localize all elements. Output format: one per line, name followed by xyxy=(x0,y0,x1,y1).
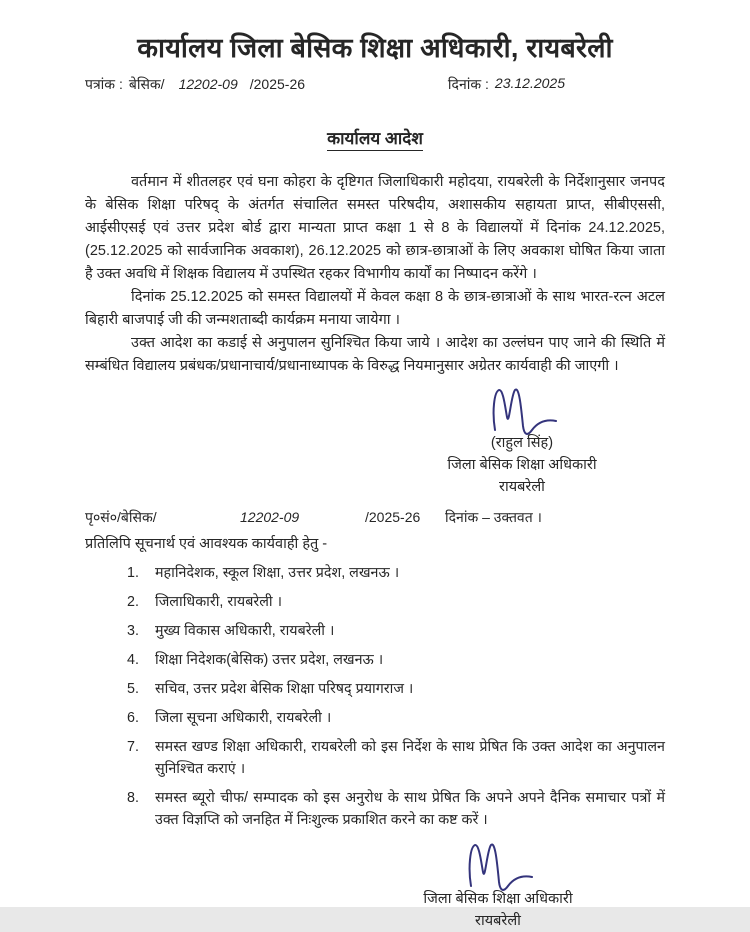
endorsement-date: दिनांक – उक्तवत । xyxy=(445,509,542,525)
endorsement-ref-label: पृ०सं०/बेसिक/ xyxy=(85,509,157,525)
letter-number-value: 12202-09 xyxy=(178,76,238,92)
copy-list-item-text: समस्त ब्यूरो चीफ/ सम्पादक को इस अनुरोध के साथ प्रेषित कि अपने अपने दैनिक समाचार पत्रों में उक्त विज्ञप्ति को जनहित में निःशुल्क प्रकाशित करने का कष्ट करें । xyxy=(155,790,665,828)
signature-scribble-icon xyxy=(459,838,537,894)
signer-place: रायबरेली xyxy=(475,913,521,929)
signature-scribble-icon xyxy=(483,384,561,438)
copy-list-item-text: मुख्य विकास अधिकारी, रायबरेली । xyxy=(155,623,335,639)
date-value: 23.12.2025 xyxy=(494,75,565,91)
copy-list-item-text: महानिदेशक, स्कूल शिक्षा, उत्तर प्रदेश, लखनऊ । xyxy=(155,565,400,581)
copy-list-item xyxy=(85,736,665,780)
page-title: कार्यालय जिला बेसिक शिक्षा अधिकारी, रायबरेली xyxy=(137,33,613,63)
copy-list-item xyxy=(85,562,665,584)
copy-list-item xyxy=(85,787,665,831)
copy-list-item xyxy=(85,707,665,729)
endorsement-ref-row xyxy=(85,508,665,527)
copy-list-item-text: समस्त खण्ड शिक्षा अधिकारी, रायबरेली को इस निर्देश के साथ प्रेषित कि उक्त आदेश का अनुपालन सुनिश्चित कराएं । xyxy=(155,739,665,777)
order-heading-wrap xyxy=(85,126,665,151)
endorsement-ref-value: 12202-09 xyxy=(240,509,300,525)
date-label: दिनांक : xyxy=(447,76,489,92)
signer-place: रायबरेली xyxy=(499,479,545,495)
copy-list-item-text: जिला सूचना अधिकारी, रायबरेली । xyxy=(155,710,332,726)
copy-list-item-number: 6. xyxy=(127,710,139,726)
signature-block-bottom xyxy=(383,838,613,932)
copy-list-item xyxy=(85,678,665,700)
copy-list-item xyxy=(85,620,665,642)
signer-designation: जिला बेसिक शिक्षा अधिकारी xyxy=(423,891,573,907)
order-paragraph: उक्त आदेश का कडाई से अनुपालन सुनिश्चित किया जाये । आदेश का उल्लंघन पाए जाने की स्थिति में सम्बंधित विद्यालय प्रबंधक/प्रधानाचार्य/प्रधानाध्यापक के विरुद्ध नियमानुसार अग्रेतर कार्यवाही की जाएगी । xyxy=(85,335,665,374)
endorsement-ref-suffix: /2025-26 xyxy=(365,509,421,525)
signature-ink-path xyxy=(494,389,556,433)
copy-list-item-number: 5. xyxy=(127,681,139,697)
copy-list-item-number: 1. xyxy=(127,565,139,581)
copy-list-item xyxy=(85,591,665,613)
order-heading: कार्यालय आदेश xyxy=(327,126,423,151)
signer-designation: जिला बेसिक शिक्षा अधिकारी xyxy=(447,457,597,473)
letter-number-label: पत्रांक : xyxy=(85,76,123,92)
copy-list-item-text: जिलाधिकारी, रायबरेली । xyxy=(155,594,283,610)
copy-list-item-text: शिक्षा निदेशक(बेसिक) उत्तर प्रदेश, लखनऊ । xyxy=(155,652,384,668)
copy-list-item-text: सचिव, उत्तर प्रदेश बेसिक शिक्षा परिषद् प्रयागराज । xyxy=(155,681,414,697)
copy-list-item-number: 8. xyxy=(127,790,139,806)
signature-block-top xyxy=(407,384,637,498)
letter-meta-row xyxy=(85,75,665,94)
order-body xyxy=(85,171,665,378)
copy-list xyxy=(85,562,665,831)
letter-number-prefix: बेसिक/ xyxy=(128,76,165,92)
copy-list-item-number: 3. xyxy=(127,623,139,639)
order-paragraph: दिनांक 25.12.2025 को समस्त विद्यालयों में केवल कक्षा 8 के छात्र-छात्राओं के साथ भारत-रत्न अटल बिहारी बाजपाई जी की जन्मशताब्दी कार्यक्रम मनाया जायेगा । xyxy=(85,289,665,328)
copy-list-heading: प्रतिलिपि सूचनार्थ एवं आवश्यक कार्यवाही हेतु - xyxy=(85,536,328,552)
copy-list-item xyxy=(85,649,665,671)
signature-ink-path xyxy=(470,844,532,889)
signer-name: (राहुल सिंह) xyxy=(490,435,554,451)
letter-date xyxy=(448,75,565,94)
copy-list-item-number: 2. xyxy=(127,594,139,610)
letter-number-suffix: /2025-26 xyxy=(249,76,306,92)
copy-list-item-number: 7. xyxy=(127,739,139,755)
order-paragraph: वर्तमान में शीतलहर एवं घना कोहरा के दृष्टिगत जिलाधिकारी महोदया, रायबरेली के निर्देशानुसार जनपद के बेसिक शिक्षा परिषद् के अंतर्गत संचालित समस्त परिषदीय, अशासकीय सहायता प्राप्त, सीबीएससी, आईसीएसई एवं उत्तर प्रदेश बोर्ड द्वारा मान्यता प्राप्त कक्षा 1 से 8 के विद्यालयों में दिनांक 24.12.2025, (25.12.2025 को सार्वजानिक अवकाश), 26.12.2025 को छात्र-छात्राओं के लिए अवकाश घोषित किया जाता है उक्त अवधि में शिक्षक विद्यालय में उपस्थित रहकर विभागीय कार्यों का निष्पादन करेंगे । xyxy=(85,174,665,282)
copy-list-item-number: 4. xyxy=(127,652,139,668)
